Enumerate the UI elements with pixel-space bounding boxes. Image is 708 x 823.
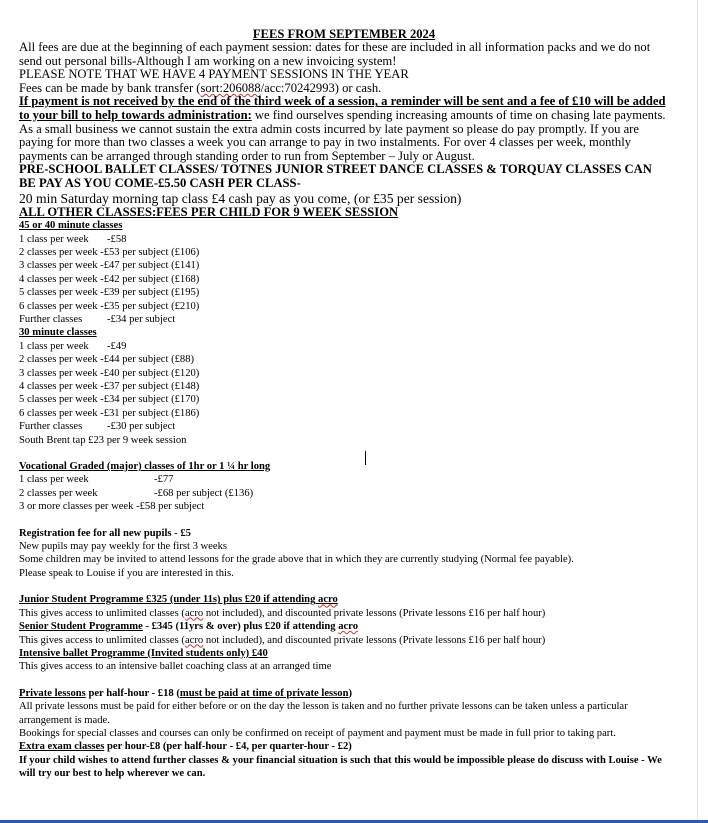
senior-programme-text: This gives access to unlimited classes (acro not included), and discounted private lessons (Private lessons £16 per half hour) — [19, 634, 546, 646]
intro-four-sessions: PLEASE NOTE THAT WE HAVE 4 PAYMENT SESSIONS IN THE YEAR — [19, 67, 409, 82]
intro-bank-transfer: Fees can be made by bank transfer (sort:206088/acc:70242993) or cash. — [19, 80, 382, 95]
fee-row: 3 classes per week -£47 per subject (£141) — [19, 260, 200, 272]
vocational-heading: Vocational Graded (major) classes of 1hr or 1 ¼ hr long — [19, 461, 271, 473]
fee-row: 1 class per week -£58 — [19, 233, 127, 245]
intensive-programme-heading: Intensive ballet Programme (Invited students only) £40 — [19, 647, 268, 659]
south-brent-row: South Brent tap £23 per 9 week session — [19, 434, 187, 446]
senior-programme-heading: Senior Student Programme - £345 (11yrs & over) plus £20 if attending acro — [19, 621, 358, 633]
fee-row: 5 classes per week -£34 per subject (£170) — [19, 394, 200, 406]
late-payment-warning: If payment is not received by the end of the third week of a session, a reminder will be sent and a fee of £10 will be added to your bill to help towards administration: — [19, 94, 666, 122]
sort-code: sort:206088 — [200, 80, 261, 95]
closing-note: If your child wishes to attend further classes & your financial situation is such that this would be impossible please do discuss with Louise - We will try our best to help wherever we can. — [19, 754, 662, 780]
registration-line: Please speak to Louise if you are interested in this. — [19, 567, 234, 579]
intensive-programme-text: This gives access to an intensive ballet coaching class at an arranged time — [19, 661, 332, 673]
junior-programme-text: This gives access to unlimited classes (acro not included), and discounted private lessons (Private lessons £16 per half hour) — [19, 607, 546, 619]
extra-exam-classes: Extra exam classes per hour-£8 (per half-hour - £4, per quarter-hour - £2) — [19, 741, 352, 753]
fee-row: 3 classes per week -£40 per subject (£120) — [19, 367, 200, 379]
private-lessons-text: All private lessons must be paid for either before or on the day the lesson is taken and no further private lessons can be taken unless a particular arrangement is made. — [19, 701, 628, 726]
registration-heading: Registration fee for all new pupils - £5 — [19, 527, 191, 539]
registration-line: Some children may be invited to attend lessons for the grade above that in which they are currently studying (Normal fee payable). — [19, 554, 574, 566]
fee-row: 1 class per week -£49 — [19, 340, 127, 352]
tap-class-notice: 20 min Saturday morning tap class £4 cash pay as you come, (or £35 per session) — [19, 190, 462, 206]
page-edge-line — [697, 0, 698, 823]
fee-row: 2 classes per week -£68 per subject (£136) — [19, 487, 254, 499]
fee-row: Further classes -£34 per subject — [19, 313, 176, 325]
private-lessons-heading: Private lessons per half-hour - £18 (must be paid at time of private lesson) — [19, 687, 353, 699]
preschool-notice: PRE-SCHOOL BALLET CLASSES/ TOTNES JUNIOR STREET DANCE CLASSES & TORQUAY CLASSES CAN BE PAY AS YOU COME-£5.50 CASH PER CLASS- — [19, 162, 652, 190]
registration-line: New pupils may pay weekly for the first 3 weeks — [19, 541, 227, 553]
fee-row: 4 classes per week -£37 per subject (£148) — [19, 381, 200, 392]
intro-payment-sessions: All fees are due at the beginning of each payment session: dates for these are included in all information packs and we do not send out personal bills-Although I am working on a new invoicing system! — [19, 40, 651, 68]
text-cursor — [365, 451, 366, 465]
document-title: FEES FROM SEPTEMBER 2024 — [252, 27, 436, 41]
fee-row: 1 class per week -£77 — [19, 474, 174, 486]
fee-row: 5 classes per week -£39 per subject (£195) — [19, 287, 200, 299]
fee-row: 6 classes per week -£35 per subject (£210) — [19, 300, 200, 312]
section-45-heading: 45 or 40 minute classes — [19, 220, 123, 232]
section-30-heading: 30 minute classes — [19, 327, 97, 339]
fee-row: 2 classes per week -£53 per subject (£106) — [19, 246, 200, 258]
late-payment-notice: If payment is not received by the end of the third week of a session, a reminder will be sent and a fee of £10 will be added to your bill to help towards administration: we find ourselves spending increasing amounts of time on chasing late payments. As a small business we cannot sustain the extra admin costs incurred by late payment so please do pay promptly. If you are paying for more than two classes a week you can arrange to pay in two instalments. For over 4 classes per week, monthly payments can be arranged through standing order to run from September – July or August. — [19, 94, 666, 163]
fee-row: 2 classes per week -£44 per subject (£88) — [19, 354, 195, 366]
junior-programme-heading: Junior Student Programme £325 (under 11s) plus £20 if attending acro — [19, 594, 338, 606]
bookings-text: Bookings for special classes and courses can only be confirmed on receipt of payment and payment must be made in full prior to taking part. — [19, 727, 616, 739]
all-other-classes-heading: ALL OTHER CLASSES:FEES PER CHILD FOR 9 WEEK SESSION — [19, 204, 399, 219]
fee-row: 3 or more classes per week -£58 per subject — [19, 501, 205, 513]
fees-document — [19, 28, 669, 781]
fee-row: 4 classes per week -£42 per subject (£168) — [19, 273, 200, 285]
fee-row: 6 classes per week -£31 per subject (£186) — [19, 407, 200, 419]
fee-row: Further classes -£30 per subject — [19, 421, 176, 433]
